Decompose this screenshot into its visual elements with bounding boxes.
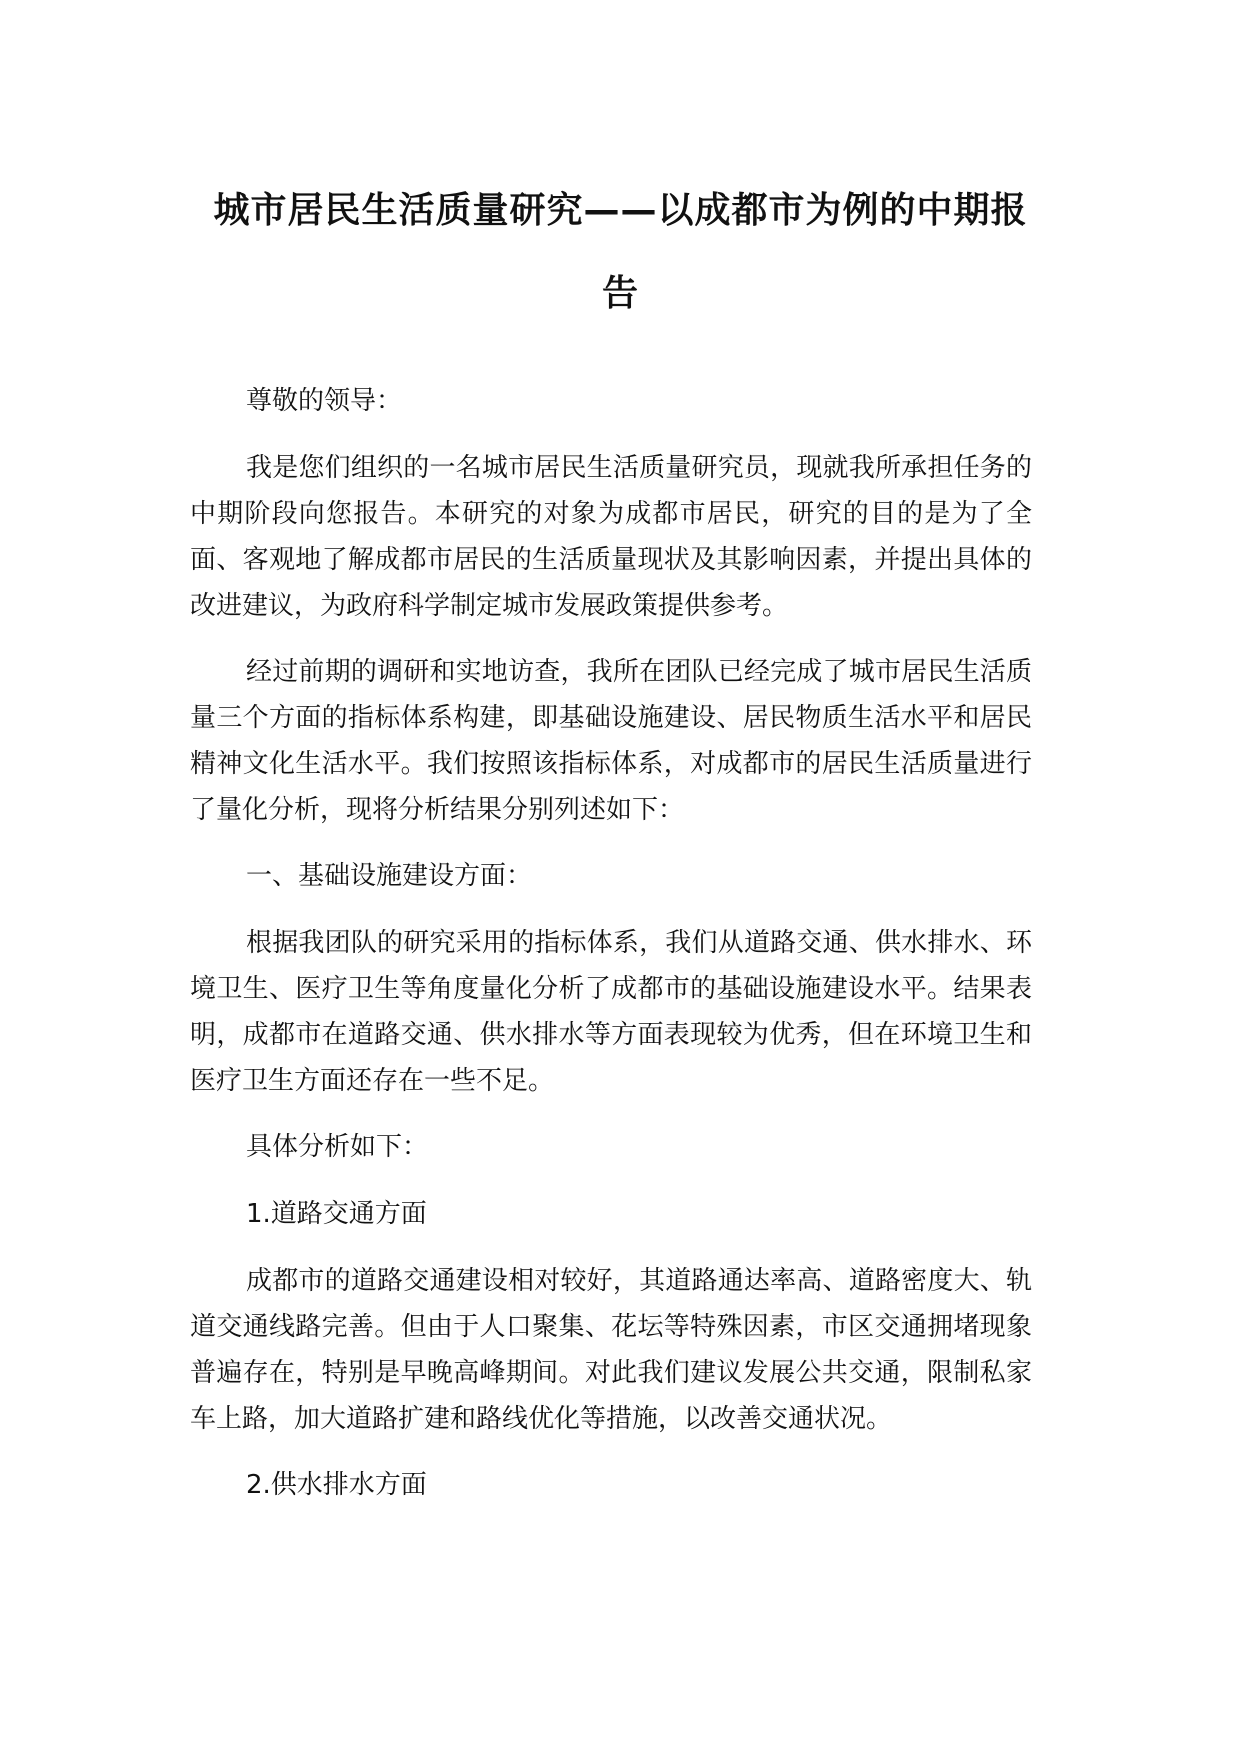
paragraph-traffic: 成都市的道路交通建设相对较好，其道路通达率高、道路密度大、轨道交通线路完善。但由于人口聚集、花坛等特殊因素，市区交通拥堵现象普遍存在，特别是早晚高峰期间。对此我们建议发展公共交通，限制私家车上路，加大道路扩建和路线优化等措施，以改善交通状况。: [190, 1266, 1032, 1434]
section-heading-infrastructure: 一、基础设施建设方面：: [246, 861, 533, 891]
document-title-line-2: 告: [601, 273, 639, 314]
subsection-heading-water: 2.供水排水方面: [246, 1470, 427, 1500]
paragraph-introduction: 我是您们组织的一名城市居民生活质量研究员，现就我所承担任务的中期阶段向您报告。本研究的对象为成都市居民，研究的目的是为了全面、客观地了解成都市居民的生活质量现状及其影响因素，并提出具体的改进建议，为政府科学制定城市发展政策提供参考。: [190, 453, 1032, 621]
subsection-heading-traffic: 1.道路交通方面: [246, 1199, 427, 1229]
document-body: [190, 378, 1032, 1529]
paragraph-progress: 经过前期的调研和实地访查，我所在团队已经完成了城市居民生活质量三个方面的指标体系构建，即基础设施建设、居民物质生活水平和居民精神文化生活水平。我们按照该指标体系，对成都市的居民生活质量进行了量化分析，现将分析结果分别列述如下：: [190, 657, 1032, 825]
paragraph-analysis-intro: 具体分析如下：: [246, 1132, 429, 1162]
salutation: 尊敬的领导：: [246, 386, 403, 416]
paragraph-infrastructure-summary: 根据我团队的研究采用的指标体系，我们从道路交通、供水排水、环境卫生、医疗卫生等角度量化分析了成都市的基础设施建设水平。结果表明，成都市在道路交通、供水排水等方面表现较为优秀，但在环境卫生和医疗卫生方面还存在一些不足。: [190, 928, 1032, 1096]
document-title-line-1: 城市居民生活质量研究——以成都市为例的中期报: [213, 190, 1028, 231]
